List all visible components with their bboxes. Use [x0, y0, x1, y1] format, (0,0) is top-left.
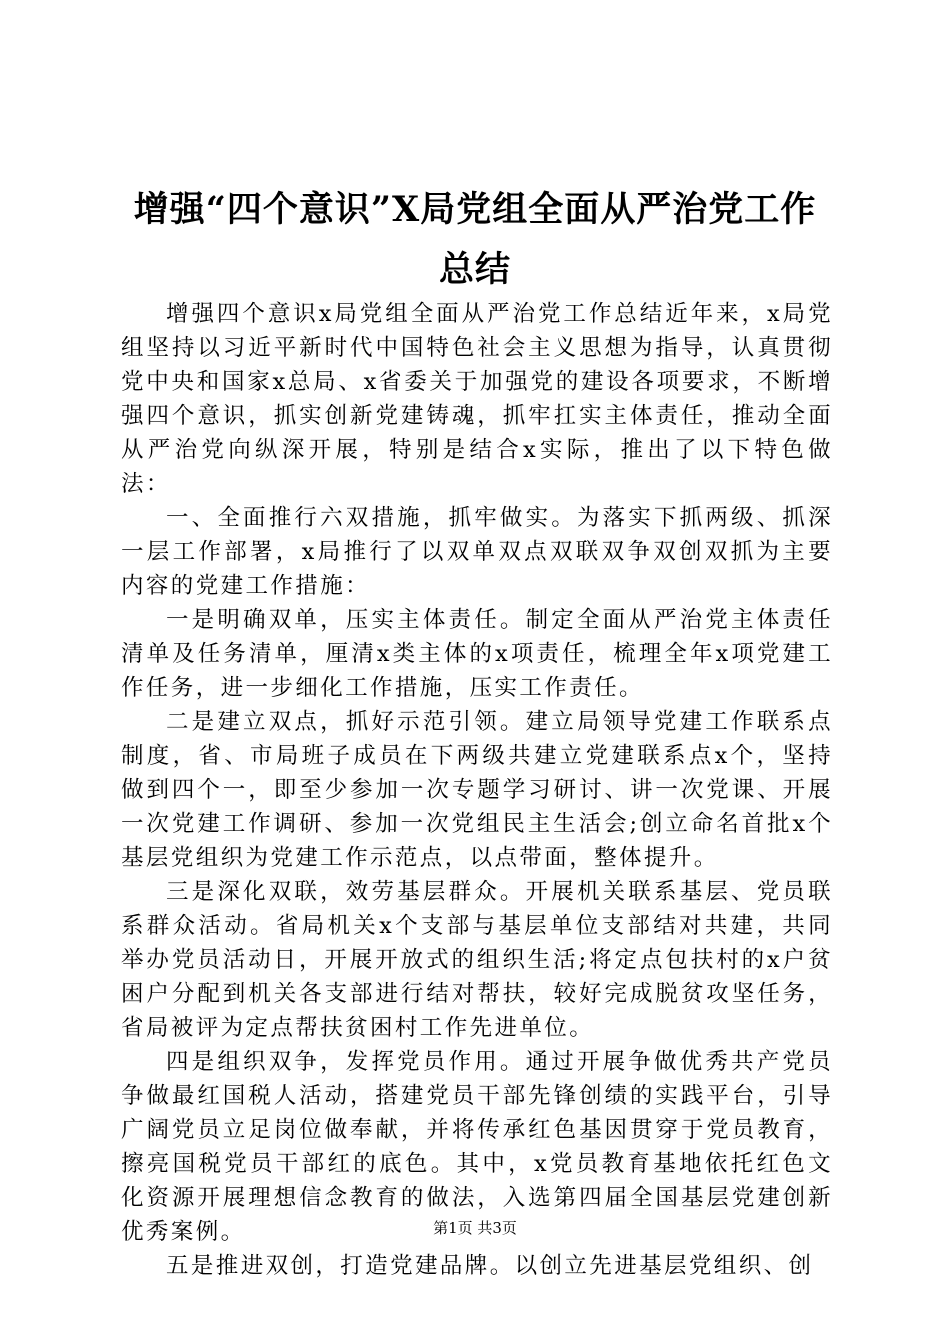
- paragraph-double-lists: 一是明确双单，压实主体责任。制定全面从严治党主体责任清单及任务清单，厘清x类主体的x项责任，梳理全年x项党建工作任务，进一步细化工作措施，压实工作责任。: [121, 607, 833, 701]
- document-body: [121, 297, 833, 1283]
- paragraph-double-links: 三是深化双联，效劳基层群众。开展机关联系基层、党员联系群众活动。省局机关x个支部与基层单位支部结对共建，共同举办党员活动日，开展开放式的组织生活;将定点包扶村的x户贫困户分配到机关各支部进行结对帮扶，较好完成脱贫攻坚任务，省局被评为定点帮扶贫困村工作先进单位。: [121, 879, 833, 1041]
- page-number-footer: 第1页 共3页: [433, 1219, 517, 1237]
- document-title: 增强“四个意识”X局党组全面从严治党工作总结: [133, 189, 817, 290]
- paragraph-double-creations: 五是推进双创，打造党建品牌。以创立先进基层党组织、创: [166, 1253, 814, 1279]
- paragraph-section-one: 一、全面推行六双措施，抓牢做实。为落实下抓两级、抓深一层工作部署，x局推行了以双单双点双联双争双创双抓为主要内容的党建工作措施：: [121, 505, 833, 599]
- paragraph-intro: 增强四个意识x局党组全面从严治党工作总结近年来，x局党组坚持以习近平新时代中国特色社会主义思想为指导，认真贯彻党中央和国家x总局、x省委关于加强党的建设各项要求，不断增强四个意识，抓实创新党建铸魂，抓牢扛实主体责任，推动全面从严治党向纵深开展，特别是结合x实际，推出了以下特色做法：: [121, 301, 833, 497]
- paragraph-double-points: 二是建立双点，抓好示范引领。建立局领导党建工作联系点制度，省、市局班子成员在下两级共建立党建联系点x个，坚持做到四个一，即至少参加一次专题学习研讨、讲一次党课、开展一次党建工作调研、参加一次党组民主生活会;创立命名首批x个基层党组织为党建工作示范点，以点带面，整体提升。: [121, 709, 833, 871]
- paragraph-double-competitions: 四是组织双争，发挥党员作用。通过开展争做优秀共产党员争做最红国税人活动，搭建党员干部先锋创绩的实践平台，引导广阔党员立足岗位做奉献，并将传承红色基因贯穿于党员教育，擦亮国税党员干部红的底色。其中，x党员教育基地依托红色文化资源开展理想信念教育的做法，入选第四届全国基层党建创新优秀案例。: [121, 1049, 833, 1245]
